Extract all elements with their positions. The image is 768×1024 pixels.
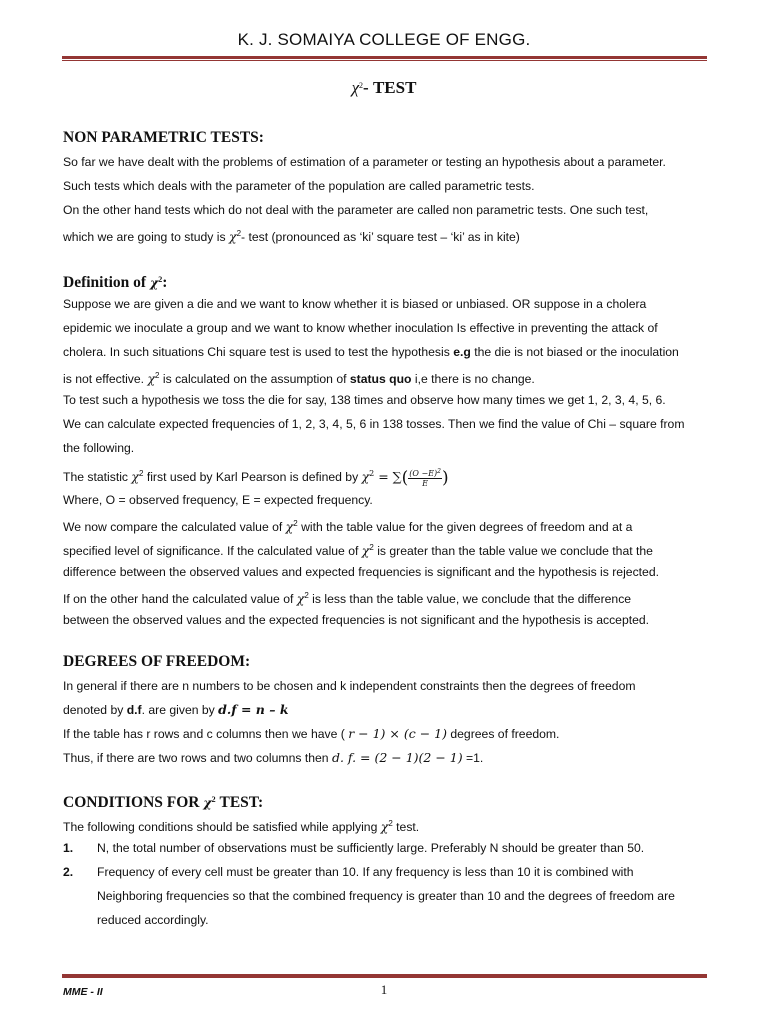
section-heading-degrees-of-freedom: DEGREES OF FREEDOM: [63, 653, 251, 670]
paragraph-line: The following conditions should be satisfied while applying $\chi^2$ test. [63, 819, 420, 834]
paragraph-line: cholera. In such situations Chi square test is used to test the hypothesis e.g the die is not biased or the inoculation [63, 345, 679, 359]
paragraph-line: We can calculate expected frequencies of 1, 2, 3, 4, 5, 6 in 138 tosses. Then we find the value of Chi – square from [63, 417, 685, 431]
paragraph-line: Suppose we are given a die and we want to know whether it is biased or unbiased. OR suppose in a cholera [63, 297, 647, 311]
header-rule [62, 56, 707, 61]
paragraph-line: which we are going to study is $\chi^2-$ test (pronounced as ‘ki’ square test – ‘ki’ as in kite) [63, 229, 520, 244]
paragraph-line: specified level of significance. If the calculated value of $\chi^2$ is greater than the table value we conclude that the [63, 543, 653, 558]
chi-symbol: χ [228, 229, 237, 244]
chi-square-formula: $\chi^2$ = ∑ [361, 469, 402, 484]
paragraph-line: difference between the observed values and expected frequencies is significant and the hypothesis is rejected. [63, 565, 659, 579]
paragraph-line: In general if there are n numbers to be chosen and k independent constraints then the degrees of freedom [63, 679, 636, 693]
paragraph-line: To test such a hypothesis we toss the die for say, 138 times and observe how many times we get 1, 2, 3, 4, 5, 6. [63, 393, 666, 407]
page-title: $\chi^2-$ TEST [351, 78, 417, 97]
section-heading-definition: Definition of $\chi^2$: [63, 274, 168, 291]
paragraph-line: Where, O = observed frequency, E = expected frequency. [63, 493, 373, 507]
paragraph-line: If the table has r rows and c columns then we have ( r − 1) × (c − 1) degrees of freedom. [63, 726, 560, 741]
formula-line: The statistic $\chi^2$ first used by Karl Pearson is defined by $\chi^2$ = ∑( $\frac{(O -E)^2}{E}$ ) [63, 467, 449, 489]
paragraph-line: epidemic we inoculate a group and we want to know whether inoculation Is effective in preventing the attack of [63, 321, 658, 335]
document-body [63, 126, 713, 932]
paragraph-line: between the observed values and the expected frequencies is not significant and the hypothesis is accepted. [63, 613, 650, 627]
paragraph-line: denoted by d.f. are given by d.f = n – k [63, 702, 289, 717]
section-heading-conditions: CONDITIONS FOR $\chi^2$ TEST: [63, 794, 264, 811]
paragraph-line: the following. [63, 441, 135, 455]
paragraph-line: is not effective. $\chi^2$ is calculated on the assumption of status quo i,e there is no change. [63, 371, 535, 386]
paragraph-line: If on the other hand the calculated value of $\chi^2$ is less than the table value, we conclude that the difference [63, 591, 632, 606]
list-item: 1. N, the total number of observations must be sufficiently large. Preferably N should be greater than 50. [63, 841, 645, 855]
paragraph-line: So far we have dealt with the problems of estimation of a parameter or testing an hypothesis about a parameter. [63, 155, 666, 169]
df-formula: d.f = n – k [218, 702, 289, 717]
page-header: K. J. SOMAIYA COLLEGE OF ENGG. [237, 30, 531, 49]
list-item-continuation: reduced accordingly. [97, 913, 209, 927]
list-item-continuation: Neighboring frequencies so that the combined frequency is greater than 10 and the degrees of freedom are [97, 889, 675, 903]
paragraph-line: We now compare the calculated value of $\chi^2$ with the table value for the given degrees of freedom and at a [63, 519, 633, 534]
list-item: 2. Frequency of every cell must be greater than 10. If any frequency is less than 10 it is combined with [63, 865, 634, 879]
paragraph-line: On the other hand tests which do not deal with the parameter are called non parametric tests. One such test, [63, 203, 649, 217]
paragraph-line: Such tests which deals with the parameter of the population are called parametric tests. [63, 179, 535, 193]
footer-rule [62, 973, 707, 978]
footer-course: MME - II [63, 986, 103, 998]
paragraph-line: Thus, if there are two rows and two columns then d. f. = (2 − 1)(2 − 1) =1. [63, 750, 484, 765]
page-number: 1 [380, 982, 388, 997]
section-heading-nonparametric: NON PARAMETRIC TESTS: [63, 129, 264, 146]
